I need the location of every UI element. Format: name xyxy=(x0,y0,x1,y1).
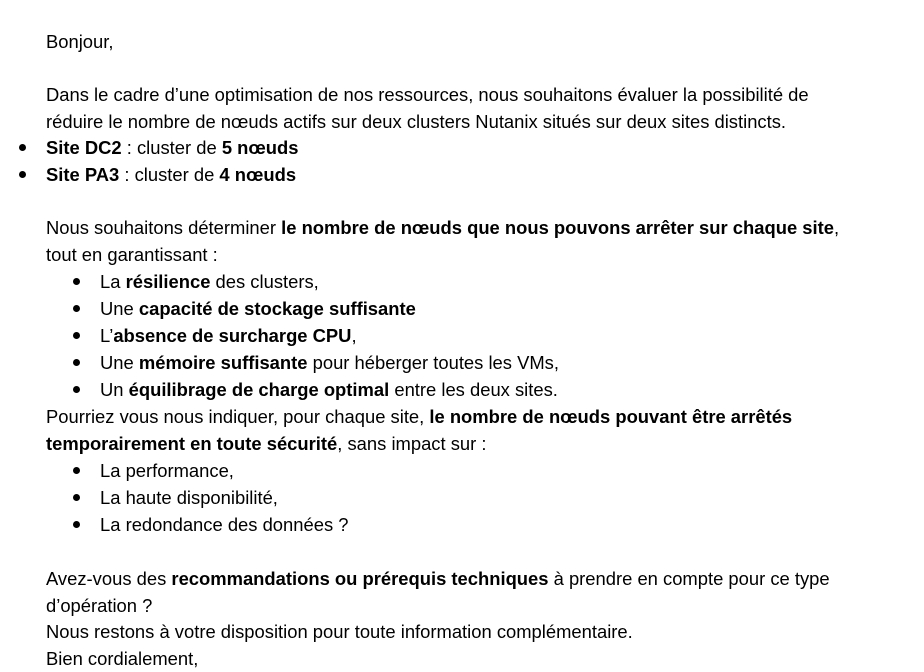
criteria-item: L’absence de surcharge CPU, xyxy=(100,325,357,346)
bullet-icon xyxy=(19,171,26,178)
intro-line-2: réduire le nombre de nœuds actifs sur deux clusters Nutanix situés sur deux sites distincts. xyxy=(46,111,787,132)
question-line-2: temporairement en toute sécurité, sans impact sur : xyxy=(46,433,487,454)
criteria-item: La résilience des clusters, xyxy=(100,271,319,292)
bullet-icon xyxy=(73,278,80,285)
greeting: Bonjour, xyxy=(46,31,114,52)
bullet-icon xyxy=(73,332,80,339)
impact-item: La redondance des données ? xyxy=(100,514,349,535)
site-item: Site PA3 : cluster de 4 nœuds xyxy=(46,164,297,185)
closing-line: Bien cordialement, xyxy=(46,648,199,669)
bullet-icon xyxy=(73,521,80,528)
impact-item: La haute disponibilité, xyxy=(100,487,278,508)
availability-line: Nous restons à votre disposition pour toute information complémentaire. xyxy=(46,621,633,642)
impact-item: La performance, xyxy=(100,460,234,481)
bullet-icon xyxy=(19,144,26,151)
criteria-item: Une capacité de stockage suffisante xyxy=(100,298,416,319)
goal-line-1: Nous souhaitons déterminer le nombre de nœuds que nous pouvons arrêter sur chaque site, xyxy=(46,217,840,238)
goal-line-2: tout en garantissant : xyxy=(46,244,218,265)
bullet-icon xyxy=(73,386,80,393)
recommendation-line-2: d’opération ? xyxy=(46,595,153,616)
bullet-icon xyxy=(73,359,80,366)
criteria-item: Une mémoire suffisante pour héberger toutes les VMs, xyxy=(100,352,559,373)
bullet-icon xyxy=(73,494,80,501)
intro-line-1: Dans le cadre d’une optimisation de nos ressources, nous souhaitons évaluer la possibilité de xyxy=(46,84,809,105)
site-item: Site DC2 : cluster de 5 nœuds xyxy=(46,137,299,158)
bullet-icon xyxy=(73,467,80,474)
criteria-item: Un équilibrage de charge optimal entre les deux sites. xyxy=(100,379,558,400)
question-line-1: Pourriez vous nous indiquer, pour chaque site, le nombre de nœuds pouvant être arrêtés xyxy=(46,406,793,427)
bullet-icon xyxy=(73,305,80,312)
recommendation-line-1: Avez-vous des recommandations ou prérequis techniques à prendre en compte pour ce type xyxy=(46,568,830,589)
